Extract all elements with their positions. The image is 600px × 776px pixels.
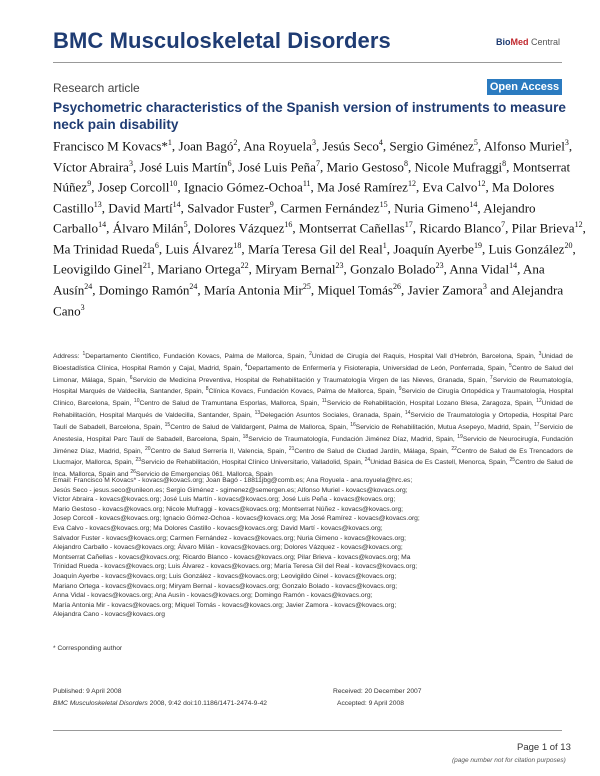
article-title: Psychometric characteristics of the Spanish version of instruments to measure neck pain disability bbox=[53, 100, 566, 132]
journal-title: BMC Musculoskeletal Disorders bbox=[53, 28, 391, 53]
email-line: Alejandro Carballo - kovacs@kovacs.org; Álvaro Milán - kovacs@kovacs.org; Dolores Vázquez - kovacs@kovacs.org; bbox=[53, 544, 403, 552]
email-line: Salvador Fuster - kovacs@kovacs.org; Carmen Fernández - kovacs@kovacs.org; Nuria Gimeno - kovacs@kovacs.org; bbox=[53, 534, 407, 542]
email-line: Víctor Abraira - kovacs@kovacs.org; José Luis Martín - kovacs@kovacs.org; José Luis Peña - kovacs@kovacs.org; bbox=[53, 496, 396, 504]
email-line: Mario Gestoso - kovacs@kovacs.org; Nicole Mufraggi - kovacs@kovacs.org; Montserrat Núñez - kovacs@kovacs.org; bbox=[53, 505, 404, 513]
affiliations: Address: $^1$Departamento Científico, Fundación Kovacs, Palma de Mallorca, Spain, $^2$Unidad de Cirugía del Raquis, Hospital Vall d'Hebrón, Barcelona, Spain, $^3$Unidad de Bioestadística Clínica, Hospital Ramón y Cajal, Madrid, Spain, $^4$Departamento de Enfermería y Fisioterapia, Universidad de León, Ponferrada, Spain, $^5$Centro de Salud del Limonar, Málaga, Spain, $^6$Servicio de Medicina Preventiva, Hospital de Rehabilitación y Traumatología Virgen de las Nieves, Granada, Spain, $^7$Servicio de Reumatología, Hospital Marqués de Valdecilla, Santander, Spain, $^8$Clínica Kovacs, Fundación Kovacs, Palma de Mallorca, Spain, $^9$Servicio de Cirugía Ortopédica y Traumatología, Hospital Clínico, Barcelona, Spain, $^{10}$Centro de Salud de Tramuntana Esporlas, Mallorca, Spain, $^{11}$Servicio de Rehabilitación, Hospital Lozano Blesa, Zaragoza, Spain, $^{12}$Unidad de Rehabilitación, Hospital Marqués de Valdecilla, Santander, Spain, $^{13}$Delegación Asuntos Sociales, Granada, Spain, $^{14}$Servicio de Traumatología y Ortopedia, Hospital Parc Taulí de Sabadell, Barcelona, Spain, $^{15}$Centro de Salud de Valldargent, Palma de Mallorca, Spain, $^{16}$Servicio de Rehabilitación, Mutua Asepeyo, Madrid, Spain, $^{17}$Servicio de Anestesia, Hospital Parc Taulí de Sabadell, Barcelona, Spain, $^{18}$Servicio de Traumatología, Fundación Jiménez Díaz, Madrid, Spain, $^{19}$Servicio de Neurocirugía, Fundación Jiménez Díaz, Madrid, Spain, $^{20}$Centro de Salud Serrería II, Valencia, Spain, $^{21}$Centro de Salud de Ciudad Jardín, Málaga, Spain, $^{22}$Centro de Salud de Es Trencadors de Llucmajor, Mallorca, Spain, $^{23}$Servicio de Rehabilitación, Hospital Clínico Universitario, Valladolid, Spain, $^{24}$Unidad Básica de Es Castell, Menorca, Spain, $^{25}$Centro de Salud de Inca. Mallorca, Spain and $^{26}$Servicio de Emergencias 061. Mallorca, Spain bbox=[53, 351, 574, 479]
biomed-central-logo bbox=[496, 37, 560, 47]
page-number: Page 1 of 13 bbox=[517, 742, 571, 753]
email-line: Jesús Seco - jesus.seco@unileon.es; Sergio Giménez - sgimenez@semergen.es; Alfonso Muriel - kovacs@kovacs.org; bbox=[53, 486, 408, 494]
email-line: Eva Calvo - kovacs@kovacs.org; Ma Dolores Castillo - kovacs@kovacs.org; David Martí - kovacs@kovacs.org; bbox=[53, 524, 383, 532]
citation bbox=[53, 698, 267, 710]
citation-journal: BMC Musculoskeletal Disorders bbox=[53, 700, 148, 707]
footer-rule bbox=[53, 730, 562, 731]
received-info bbox=[333, 686, 421, 710]
email-line: Email: Francisco M Kovacs* - kovacs@kovacs.org; Joan Bagó - 18811jbg@comb.es; Ana Royuela - ana.royuela@hrc.es; bbox=[53, 477, 413, 484]
email-line: Joaquín Ayerbe - kovacs@kovacs.org; Luis González - kovacs@kovacs.org; Leovigildo Ginel - kovacs@kovacs.org; bbox=[53, 572, 397, 580]
email-line: María Antonia Mir - kovacs@kovacs.org; Miquel Tomás - kovacs@kovacs.org; Javier Zamora - kovacs@kovacs.org; bbox=[53, 601, 397, 609]
logo-central: Central bbox=[528, 37, 561, 47]
author-list: Francisco M Kovacs*$^1$, Joan Bagó$^2$, Ana Royuela$^3$, Jesús Seco$^4$, Sergio Giménez$^5$, Alfonso Muriel$^3$, Víctor Abraira$^3$, José Luis Martín$^6$, José Luis Peña$^7$, Mario Gestoso$^8$, Nicole Mufraggi$^8$, Montserrat Núñez$^9$, Josep Corcoll$^{10}$, Ignacio Gómez-Ochoa$^{11}$, Ma José Ramírez$^{12}$, Eva Calvo$^{12}$, Ma Dolores Castillo$^{13}$, David Martí$^{14}$, Salvador Fuster$^9$, Carmen Fernández$^{15}$, Nuria Gimeno$^{14}$, Alejandro Carballo$^{14}$, Álvaro Milán$^5$, Dolores Vázquez$^{16}$, Montserrat Cañellas$^{17}$, Ricardo Blanco$^7$, Pilar Brieva$^{12}$, Ma Trinidad Rueda$^6$, Luis Álvarez$^{18}$, María Teresa Gil del Real$^1$, Joaquín Ayerbe$^{19}$, Luis González$^{20}$, Leovigildo Ginel$^{21}$, Mariano Ortega$^{22}$, Miryam Bernal$^{23}$, Gonzalo Bolado$^{23}$, Anna Vidal$^{14}$, Ana Ausín$^{24}$, Domingo Ramón$^{24}$, María Antonia Mir$^{25}$, Miquel Tomás$^{26}$, Javier Zamora$^3$ and Alejandra Cano$^3$ bbox=[53, 138, 586, 318]
email-line: Anna Vidal - kovacs@kovacs.org; Ana Ausín - kovacs@kovacs.org; Domingo Ramón - kovacs@kovacs.org; bbox=[53, 592, 373, 600]
email-line: Mariano Ortega - kovacs@kovacs.org; Miryam Bernal - kovacs@kovacs.org; Gonzalo Bolado - kovacs@kovacs.org; bbox=[53, 582, 398, 590]
citation-details: 2008, 9:42 doi:10.1186/1471-2474-9-42 bbox=[147, 700, 268, 707]
logo-bio: Bio bbox=[496, 37, 511, 47]
email-line: Josep Corcoll - kovacs@kovacs.org; Ignacio Gómez-Ochoa - kovacs@kovacs.org; Ma José Ramírez - kovacs@kovacs.org; bbox=[53, 515, 420, 523]
corresponding-author-note: * Corresponding author bbox=[53, 645, 123, 652]
logo-med: Med bbox=[510, 37, 529, 47]
header-rule bbox=[53, 62, 562, 63]
publication-info bbox=[53, 686, 267, 710]
email-list bbox=[53, 476, 573, 620]
received-date: Received: 20 December 2007 bbox=[333, 688, 422, 695]
published-date: Published: 9 April 2008 bbox=[53, 688, 122, 695]
email-line: Alejandra Cano - kovacs@kovacs.org bbox=[53, 611, 165, 619]
accepted-date: Accepted: 9 April 2008 bbox=[337, 700, 404, 707]
article-type: Research article bbox=[53, 81, 140, 95]
email-line: Trinidad Rueda - kovacs@kovacs.org; Luis Álvarez - kovacs@kovacs.org; María Teresa Gil del Real - kovacs@kovacs.org; bbox=[53, 563, 418, 571]
page-number-note: (page number not for citation purposes) bbox=[452, 757, 566, 764]
email-line: Montserrat Cañellas - kovacs@kovacs.org; Ricardo Blanco - kovacs@kovacs.org; Pilar Brieva - kovacs@kovacs.org; Ma bbox=[53, 553, 411, 561]
open-access-badge: Open Access bbox=[487, 79, 562, 95]
